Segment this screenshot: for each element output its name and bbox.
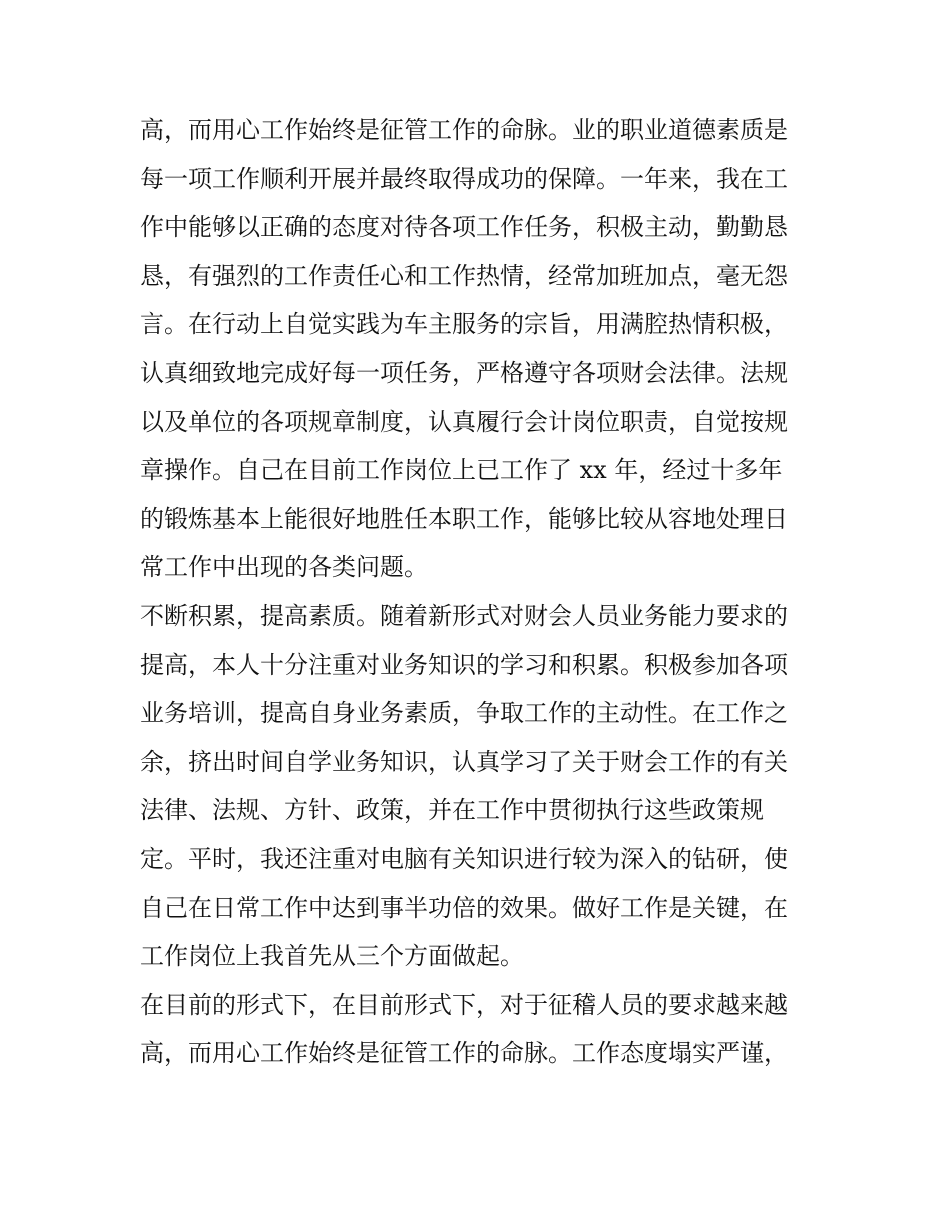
text-line: 定。平时，我还注重对电脑有关知识进行较为深入的钻研，使 <box>140 844 788 873</box>
text-line: 认真细致地完成好每一项任务，严格遵守各项财会法律。法规 <box>140 358 788 387</box>
text-line: 的锻炼基本上能很好地胜任本职工作，能够比较从容地处理日 <box>140 504 788 533</box>
text-line: 以及单位的各项规章制度，认真履行会计岗位职责，自觉按规 <box>140 407 788 436</box>
text-line: 在目前的形式下，在目前形式下，对于征稽人员的要求越来越 <box>140 990 788 1019</box>
text-line: 余，挤出时间自学业务知识，认真学习了关于财会工作的有关 <box>140 747 788 776</box>
text-line: 每一项工作顺利开展并最终取得成功的保障。一年来，我在工 <box>140 164 788 193</box>
text-line: 高，而用心工作始终是征管工作的命脉。业的职业道德素质是 <box>140 116 788 144</box>
text-line: 提高，本人十分注重对业务知识的学习和积累。积极参加各项 <box>140 650 788 679</box>
text-line: 工作岗位上我首先从三个方面做起。 <box>140 942 524 971</box>
text-line: 作中能够以正确的态度对待各项工作任务，积极主动，勤勤恳 <box>140 213 788 242</box>
body-text <box>140 106 820 1078</box>
text-line: 自己在日常工作中达到事半功倍的效果。做好工作是关键，在 <box>140 893 788 922</box>
text-line: 不断积累，提高素质。随着新形式对财会人员业务能力要求的 <box>140 601 788 630</box>
text-line: 常工作中出现的各类问题。 <box>140 553 428 582</box>
text-line: 言。在行动上自觉实践为车主服务的宗旨，用满腔热情积极， <box>140 310 788 339</box>
text-line: 法律、法规、方针、政策，并在工作中贯彻执行这些政策规 <box>140 796 764 825</box>
text-line: 章操作。自己在目前工作岗位上已工作了 xx 年，经过十多年 <box>140 456 783 485</box>
text-line: 高，而用心工作始终是征管工作的命脉。工作态度塌实严谨， <box>140 1039 788 1068</box>
text-line: 恳，有强烈的工作责任心和工作热情，经常加班加点，毫无怨 <box>140 261 788 290</box>
text-line: 业务培训，提高自身业务素质，争取工作的主动性。在工作之 <box>140 699 788 728</box>
